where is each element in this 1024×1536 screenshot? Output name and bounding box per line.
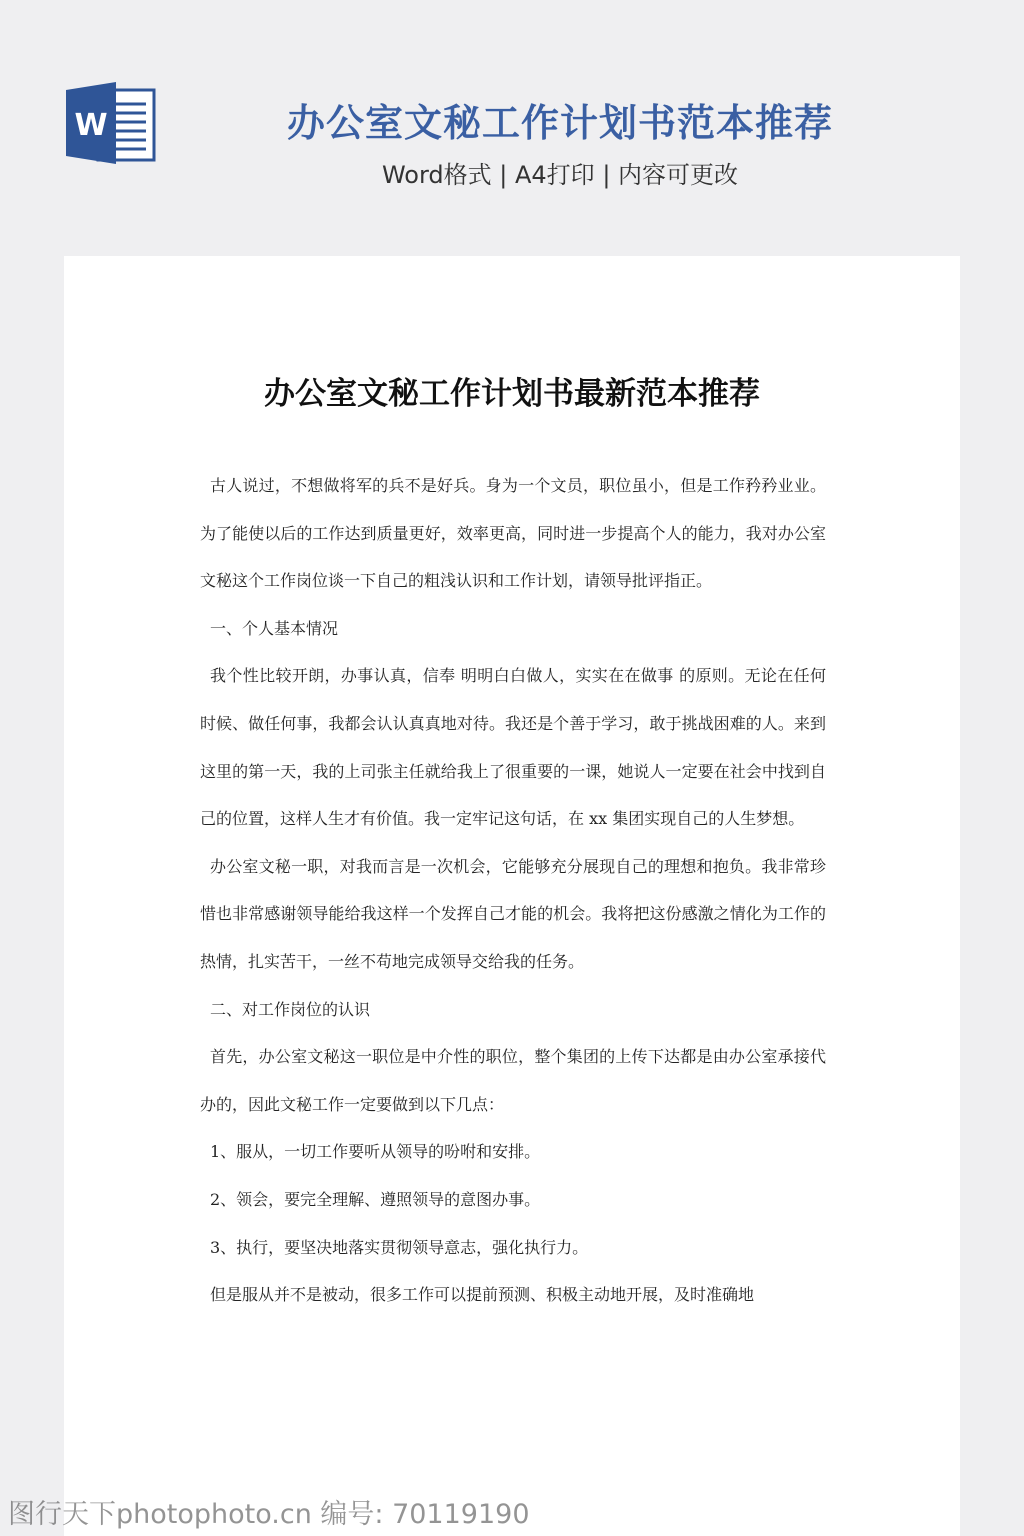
word-icon xyxy=(66,82,156,164)
paragraph: 办公室文秘一职，对我而言是一次机会，它能够充分展现自己的理想和抱负。我非常珍惜也非常感谢领导能给我这样一个发挥自己才能的机会。我将把这份感激之情化为工作的热情，扎实苦干，一丝不苟地完成领导交给我的任务。 xyxy=(200,856,826,971)
header-title: 办公室文秘工作计划书范本推荐 xyxy=(286,101,833,145)
paragraph: 古人说过，不想做将军的兵不是好兵。身为一个文员，职位虽小，但是工作矜矜业业。为了能使以后的工作达到质量更好，效率更高，同时进一步提高个人的能力，我对办公室文秘这个工作岗位谈一下自己的粗浅认识和工作计划，请领导批评指正。 xyxy=(200,476,826,591)
document-title: 办公室文秘工作计划书最新范本推荐 xyxy=(264,376,760,412)
document-page xyxy=(64,256,960,1536)
page-header xyxy=(0,0,1024,240)
paragraph: 首先，办公室文秘这一职位是中介性的职位，整个集团的上传下达都是由办公室承接代办的，因此文秘工作一定要做到以下几点： xyxy=(200,1047,826,1114)
section-heading: 一、个人基本情况 xyxy=(210,618,339,638)
list-item: 2、领会，要完全理解、遵照领导的意图办事。 xyxy=(210,1189,541,1209)
watermark-text: 图行天下photophoto.cn 编号: 70119190 xyxy=(8,1499,530,1530)
document-body xyxy=(200,462,826,1319)
list-item: 3、执行，要坚决地落实贯彻领导意志，强化执行力。 xyxy=(210,1237,589,1257)
paragraph: 但是服从并不是被动，很多工作可以提前预测、积极主动地开展，及时准确地 xyxy=(210,1285,755,1305)
section-heading: 二、对工作岗位的认识 xyxy=(210,999,371,1019)
svg-text:W: W xyxy=(74,108,108,143)
header-subtitle: Word格式 | A4打印 | 内容可更改 xyxy=(381,161,739,189)
paragraph: 我个性比较开朗，办事认真，信奉 明明白白做人，实实在在做事 的原则。无论在任何时候、做任何事，我都会认认真真地对待。我还是个善于学习，敢于挑战困难的人。来到这里的第一天，我的上司张主任就给我上了很重要的一课，她说人一定要在社会中找到自己的位置，这样人生才有价值。我一定牢记这句话，在 xx 集团实现自己的人生梦想。 xyxy=(200,666,826,829)
list-item: 1、服从，一切工作要听从领导的吩咐和安排。 xyxy=(210,1142,541,1162)
